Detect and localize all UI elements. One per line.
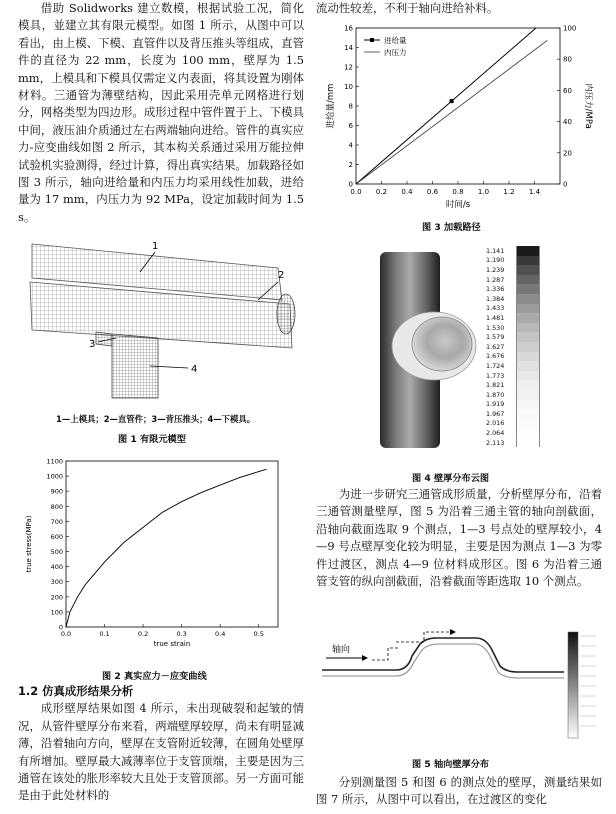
scale-swatch xyxy=(516,284,540,294)
figure-1-fe-model xyxy=(20,238,310,406)
right-text-middle xyxy=(316,486,602,590)
y2-tick-label: 60 xyxy=(563,86,572,95)
figure-1-caption: 图 1 有限元模型 xyxy=(118,434,186,445)
figure-3-loading-path-chart xyxy=(322,22,594,218)
y-tick-label: 800 xyxy=(50,502,63,511)
scale-value: 2.016 xyxy=(486,419,505,428)
x-tick-label: 0.3 xyxy=(176,630,187,638)
scale-swatch xyxy=(516,265,540,275)
x-axis-label: true strain xyxy=(153,640,191,648)
series-feed-line xyxy=(356,28,536,184)
scale-value: 1.481 xyxy=(486,313,505,322)
x-tick-label: 0.2 xyxy=(375,188,388,196)
scale-swatch xyxy=(516,409,540,419)
x-tick-label: 1.2 xyxy=(503,188,515,196)
callout-3: 3 xyxy=(89,339,96,350)
y-tick-label: 0 xyxy=(58,623,63,632)
y-tick-label: 12 xyxy=(344,63,353,72)
y-tick-label: 1100 xyxy=(46,457,63,466)
left-text-top xyxy=(18,0,304,226)
scale-swatch xyxy=(516,419,540,429)
scale-row xyxy=(486,390,546,400)
y-tick-label: 14 xyxy=(344,44,353,52)
x-tick-label: 0.8 xyxy=(452,188,464,196)
scale-row xyxy=(486,371,546,381)
tube-end-right xyxy=(277,294,295,334)
scale-value: 1.287 xyxy=(486,275,505,284)
left-text-bottom xyxy=(18,683,304,805)
scale-swatch xyxy=(516,304,540,314)
callout-1: 1 xyxy=(152,241,159,252)
scale-swatch xyxy=(516,294,540,304)
scale-value: 1.724 xyxy=(486,361,505,370)
branch-top xyxy=(412,317,472,371)
y2-tick-label: 20 xyxy=(563,149,572,158)
scale-value: 1.239 xyxy=(486,265,505,274)
scale-value: 1.870 xyxy=(486,390,505,399)
y-tick-label: 10 xyxy=(344,83,353,91)
legend-pressure-label: 内压力 xyxy=(384,48,407,57)
y-tick-label: 700 xyxy=(50,517,63,526)
figure-1-legend: 1—上模具；2—直管件；3—背压推头；4—下模具。 xyxy=(56,414,256,424)
x-tick-label: 1.0 xyxy=(477,188,490,196)
scale-value: 1.384 xyxy=(486,294,505,303)
y2-axis-label: 内压力/MPa xyxy=(583,83,593,129)
x-tick-label: 0.1 xyxy=(99,630,110,638)
y-axis-label: true stress(MPa) xyxy=(25,515,33,573)
scale-value: 1.627 xyxy=(486,342,505,351)
scale-swatch xyxy=(516,332,540,342)
scale-value: 1.919 xyxy=(486,400,505,409)
scale-row xyxy=(486,332,546,342)
scale-swatch xyxy=(516,256,540,266)
y2-tick-label: 0 xyxy=(563,180,568,189)
scale-value: 1.433 xyxy=(486,304,505,313)
figure-5-color-scale xyxy=(568,632,578,738)
y-tick-label: 6 xyxy=(348,122,353,130)
scale-swatch xyxy=(516,400,540,410)
x-tick-label: 0.0 xyxy=(60,630,72,638)
scale-value: 1.676 xyxy=(486,352,505,361)
series-feed-marker xyxy=(450,99,454,103)
scale-swatch xyxy=(516,380,540,390)
scale-value: 1.579 xyxy=(486,333,505,342)
scale-swatch xyxy=(516,390,540,400)
scale-swatch xyxy=(516,361,540,371)
right-paragraph-2: 为进一步研究三通管成形质量，分析壁厚分布，沿着三通管测量壁厚，图 5 为沿着三通主管的轴向剖截面，沿轴向截面选取 9 个测点，1—3 号点处的壁厚较小，4—9 号点壁厚变化较为明显，主要是因为测点 1—3 为零件过渡区，测点 4—9 位材料成形区。图 6 为沿着三通管支管的纵向剖截面，沿着截面等距选取 10 个测点。 xyxy=(316,487,602,589)
plot-frame xyxy=(66,461,278,627)
scale-row xyxy=(486,400,546,410)
right-paragraph-3: 分别测量图 5 和图 6 的测点处的壁厚，测量结果如图 7 所示，从图中可以看出，在过渡区的变化 xyxy=(316,775,602,807)
y-tick-label: 500 xyxy=(50,548,63,557)
scale-row xyxy=(486,419,546,429)
figure-4-thickness-contour xyxy=(372,246,480,454)
x-tick-label: 0.4 xyxy=(215,630,226,638)
scale-row xyxy=(486,256,546,266)
legend-feed-label: 进给量 xyxy=(384,36,407,45)
scale-row xyxy=(486,313,546,323)
stress-strain-curve xyxy=(66,469,266,627)
scale-swatch xyxy=(516,428,540,438)
scale-value: 1.336 xyxy=(486,285,505,294)
y-axis-label: 进给量/mm xyxy=(326,83,336,129)
y-tick-label: 2 xyxy=(348,161,353,169)
y-tick-label: 4 xyxy=(348,141,353,150)
x-tick-label: 1.4 xyxy=(528,188,541,196)
y-tick-label: 200 xyxy=(50,593,63,602)
axial-label: 轴向 xyxy=(332,645,351,655)
right-paragraph-1: 流动性较差，不利于轴向进给补料。 xyxy=(316,1,499,15)
x-tick-label: 0.0 xyxy=(350,188,362,196)
x-tick-label: 0.6 xyxy=(426,188,439,196)
scale-swatch xyxy=(516,352,540,362)
scale-value: 1.141 xyxy=(486,246,505,255)
scale-value: 1.190 xyxy=(486,256,505,265)
section-heading: 1.2 仿真成形结果分析 xyxy=(18,684,134,698)
y-tick-label: 600 xyxy=(50,532,63,541)
scale-row xyxy=(486,275,546,285)
scale-row xyxy=(486,438,546,448)
legend-feed-marker xyxy=(370,38,374,42)
callout-4: 4 xyxy=(191,364,198,375)
left-paragraph-2: 成形壁厚结果如图 4 所示，未出现破裂和起皱的情况，从管件壁厚分布来看，两端壁厚较厚，尚未有明显减薄，沿着轴向方向，壁厚在支管附近较薄，在圆角处壁厚有所增加。壁厚最大减薄率位于支管顶端，主要是因为三通管在该处的胀形率较大且处于支管顶部。另一方面可能是由于此处材料的 xyxy=(18,701,304,803)
y-tick-label: 0 xyxy=(348,180,353,189)
scale-row xyxy=(486,380,546,390)
scale-row xyxy=(486,246,546,256)
figure-3-caption: 图 3 加载路径 xyxy=(422,222,481,233)
figure-2-stress-strain-chart xyxy=(18,455,294,657)
scale-value: 1.773 xyxy=(486,371,505,380)
scale-row xyxy=(486,265,546,275)
scale-row xyxy=(486,342,546,352)
figure-2-caption: 图 2 真实应力－应变曲线 xyxy=(102,671,207,682)
figure-5-caption: 图 5 轴向壁厚分布 xyxy=(412,759,490,770)
scale-row xyxy=(486,428,546,438)
scale-value: 1.967 xyxy=(486,409,505,418)
right-text-bottom xyxy=(316,774,602,809)
scale-value: 2.113 xyxy=(486,438,505,447)
scale-row xyxy=(486,409,546,419)
scale-swatch xyxy=(516,246,540,256)
series-pressure-line xyxy=(356,40,547,184)
scale-row xyxy=(486,284,546,294)
scale-swatch xyxy=(516,323,540,333)
x-tick-label: 0.4 xyxy=(401,188,413,196)
y-tick-label: 1000 xyxy=(46,472,63,481)
x-axis-label: 时间/s xyxy=(445,200,471,210)
scale-swatch xyxy=(516,275,540,285)
y-tick-label: 8 xyxy=(348,102,353,111)
scale-value: 1.821 xyxy=(486,381,505,390)
scale-row xyxy=(486,361,546,371)
y-tick-label: 300 xyxy=(50,578,63,587)
y-tick-label: 400 xyxy=(50,563,63,572)
x-tick-label: 0.2 xyxy=(137,630,149,638)
back-pressure-pusher xyxy=(96,332,112,346)
y-tick-label: 100 xyxy=(50,608,63,617)
scale-row xyxy=(486,323,546,333)
scale-swatch xyxy=(516,313,540,323)
left-paragraph-1: 借助 Solidworks 建立数模，根据试验工况，简化模具，並建立其有限元模型。如图 1 所示，从图中可以看出，由上模、下模、直管件以及背压推头等组成，直管件的直径为 22 mm，长度为 100 mm，壁厚为 1.5 mm，上模具和下模具仅需定义内表面，将其设置为刚体材料。三通管为薄壁结构，因此采用壳单元网格进行划分，网格类型为四边形。成形过程中管件置于上、下模具中间，液压油介质通过左右两端轴向进给。管件的真实应力-应变曲线如图 2 所示，其本构关系通过采用万能拉伸试验机实验测得，经过计算，得出真实结果。加载路径如图 3 所示，轴向进给量和内压力均采用线性加载，进给量为 17 mm，内压力为 92 MPa，设定加载时间为 1.5 s。 xyxy=(18,1,304,224)
y2-tick-label: 100 xyxy=(563,24,577,33)
scale-row xyxy=(486,304,546,314)
tube-section-profile xyxy=(322,638,564,672)
y-tick-label: 16 xyxy=(344,24,353,33)
scale-swatch xyxy=(516,342,540,352)
callout-2: 2 xyxy=(278,270,285,281)
scale-value: 1.530 xyxy=(486,323,505,332)
scale-row xyxy=(486,352,546,362)
scale-swatch xyxy=(516,438,540,448)
x-tick-label: 0.5 xyxy=(253,630,264,638)
scale-row xyxy=(486,294,546,304)
right-text-top xyxy=(316,0,602,17)
y2-tick-label: 40 xyxy=(563,118,572,127)
y2-tick-label: 80 xyxy=(563,55,572,64)
figure-5-axial-thickness xyxy=(316,626,598,744)
figure-4-caption: 图 4 壁厚分布云图 xyxy=(412,473,490,484)
scale-value: 2.064 xyxy=(486,429,505,438)
scale-swatch xyxy=(516,371,540,381)
y-tick-label: 900 xyxy=(50,487,63,496)
figure-4-color-scale xyxy=(486,246,546,447)
